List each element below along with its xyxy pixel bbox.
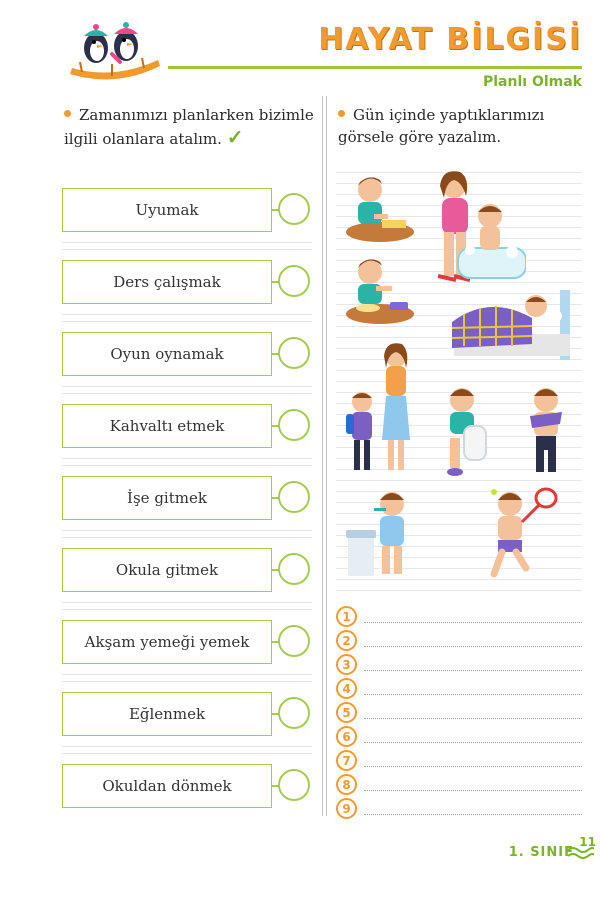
number-badge: 4 bbox=[336, 678, 357, 699]
check-circle[interactable] bbox=[278, 193, 310, 225]
list-item bbox=[62, 476, 312, 522]
answer-row bbox=[336, 678, 582, 702]
number-badge: 1 bbox=[336, 606, 357, 627]
answer-row bbox=[336, 606, 582, 630]
activity-label: İşe gitmek bbox=[62, 476, 272, 520]
answer-input-line[interactable] bbox=[364, 622, 582, 623]
activity-label: Kahvaltı etmek bbox=[62, 404, 272, 448]
page-number: 11 bbox=[579, 835, 596, 849]
dressing-boy-illustration bbox=[520, 382, 572, 478]
check-circle[interactable] bbox=[278, 481, 310, 513]
answer-input-line[interactable] bbox=[364, 646, 582, 647]
brushing-teeth-illustration bbox=[346, 486, 414, 580]
number-badge: 3 bbox=[336, 654, 357, 675]
answer-row bbox=[336, 774, 582, 798]
answer-row bbox=[336, 702, 582, 726]
tennis-boy-illustration bbox=[486, 486, 562, 580]
bullet-icon bbox=[64, 110, 71, 117]
check-circle[interactable] bbox=[278, 337, 310, 369]
answer-row bbox=[336, 630, 582, 654]
page-title: HAYAT BİLGİSİ bbox=[318, 22, 582, 57]
ruled-lines bbox=[62, 740, 312, 754]
studying-boy-illustration bbox=[344, 170, 416, 246]
list-item bbox=[62, 620, 312, 666]
check-circle[interactable] bbox=[278, 769, 310, 801]
check-circle[interactable] bbox=[278, 553, 310, 585]
activity-label: Okula gitmek bbox=[62, 548, 272, 592]
check-circle[interactable] bbox=[278, 697, 310, 729]
list-item bbox=[62, 692, 312, 738]
ruled-lines bbox=[62, 668, 312, 682]
answer-input-line[interactable] bbox=[364, 718, 582, 719]
number-badge: 2 bbox=[336, 630, 357, 651]
column-divider-left bbox=[322, 96, 323, 816]
ruled-lines bbox=[62, 380, 312, 394]
ruled-lines bbox=[62, 452, 312, 466]
answer-input-line[interactable] bbox=[364, 694, 582, 695]
activity-label: Ders çalışmak bbox=[62, 260, 272, 304]
number-badge: 6 bbox=[336, 726, 357, 747]
answer-row bbox=[336, 750, 582, 774]
answer-input-line[interactable] bbox=[364, 670, 582, 671]
penguins-sled-logo bbox=[62, 18, 166, 82]
title-underline bbox=[168, 66, 582, 69]
number-badge: 9 bbox=[336, 798, 357, 819]
left-instruction: Zamanımızı planlarken bizimle ilgili olanlara atalım. ✓ bbox=[64, 106, 314, 149]
list-item bbox=[62, 260, 312, 306]
bath-time-illustration bbox=[426, 168, 526, 286]
list-item bbox=[62, 332, 312, 378]
activity-label: Eğlenmek bbox=[62, 692, 272, 736]
bullet-icon bbox=[338, 110, 345, 117]
activity-label: Uyumak bbox=[62, 188, 272, 232]
answer-input-line[interactable] bbox=[364, 790, 582, 791]
list-item bbox=[62, 404, 312, 450]
answer-row bbox=[336, 798, 582, 822]
answer-row bbox=[336, 726, 582, 750]
list-item bbox=[62, 764, 312, 810]
check-circle[interactable] bbox=[278, 265, 310, 297]
answer-input-line[interactable] bbox=[364, 814, 582, 815]
ruled-lines bbox=[62, 524, 312, 538]
sleeping-boy-illustration bbox=[450, 284, 574, 366]
number-badge: 7 bbox=[336, 750, 357, 771]
ruled-lines bbox=[62, 236, 312, 250]
number-badge: 8 bbox=[336, 774, 357, 795]
check-circle[interactable] bbox=[278, 409, 310, 441]
answer-input-line[interactable] bbox=[364, 742, 582, 743]
grade-label: 1. SINIF bbox=[508, 845, 574, 860]
answer-row bbox=[336, 654, 582, 678]
activity-label: Oyun oynamak bbox=[62, 332, 272, 376]
list-item bbox=[62, 188, 312, 234]
column-divider-right bbox=[326, 96, 327, 816]
checkmark-icon: ✓ bbox=[226, 125, 244, 149]
walking-to-school-illustration bbox=[344, 342, 418, 478]
ruled-lines bbox=[62, 596, 312, 610]
activity-label: Akşam yemeği yemek bbox=[62, 620, 272, 664]
ruled-lines bbox=[62, 308, 312, 322]
answer-input-line[interactable] bbox=[364, 766, 582, 767]
page-subtitle: Planlı Olmak bbox=[483, 74, 582, 90]
list-item bbox=[62, 548, 312, 594]
activity-label: Okuldan dönmek bbox=[62, 764, 272, 808]
toilet-boy-illustration bbox=[436, 382, 488, 478]
check-circle[interactable] bbox=[278, 625, 310, 657]
breakfast-boy-illustration bbox=[344, 252, 416, 328]
number-badge: 5 bbox=[336, 702, 357, 723]
right-instruction: Gün içinde yaptıklarımızı görsele göre yazalım. bbox=[338, 106, 545, 146]
